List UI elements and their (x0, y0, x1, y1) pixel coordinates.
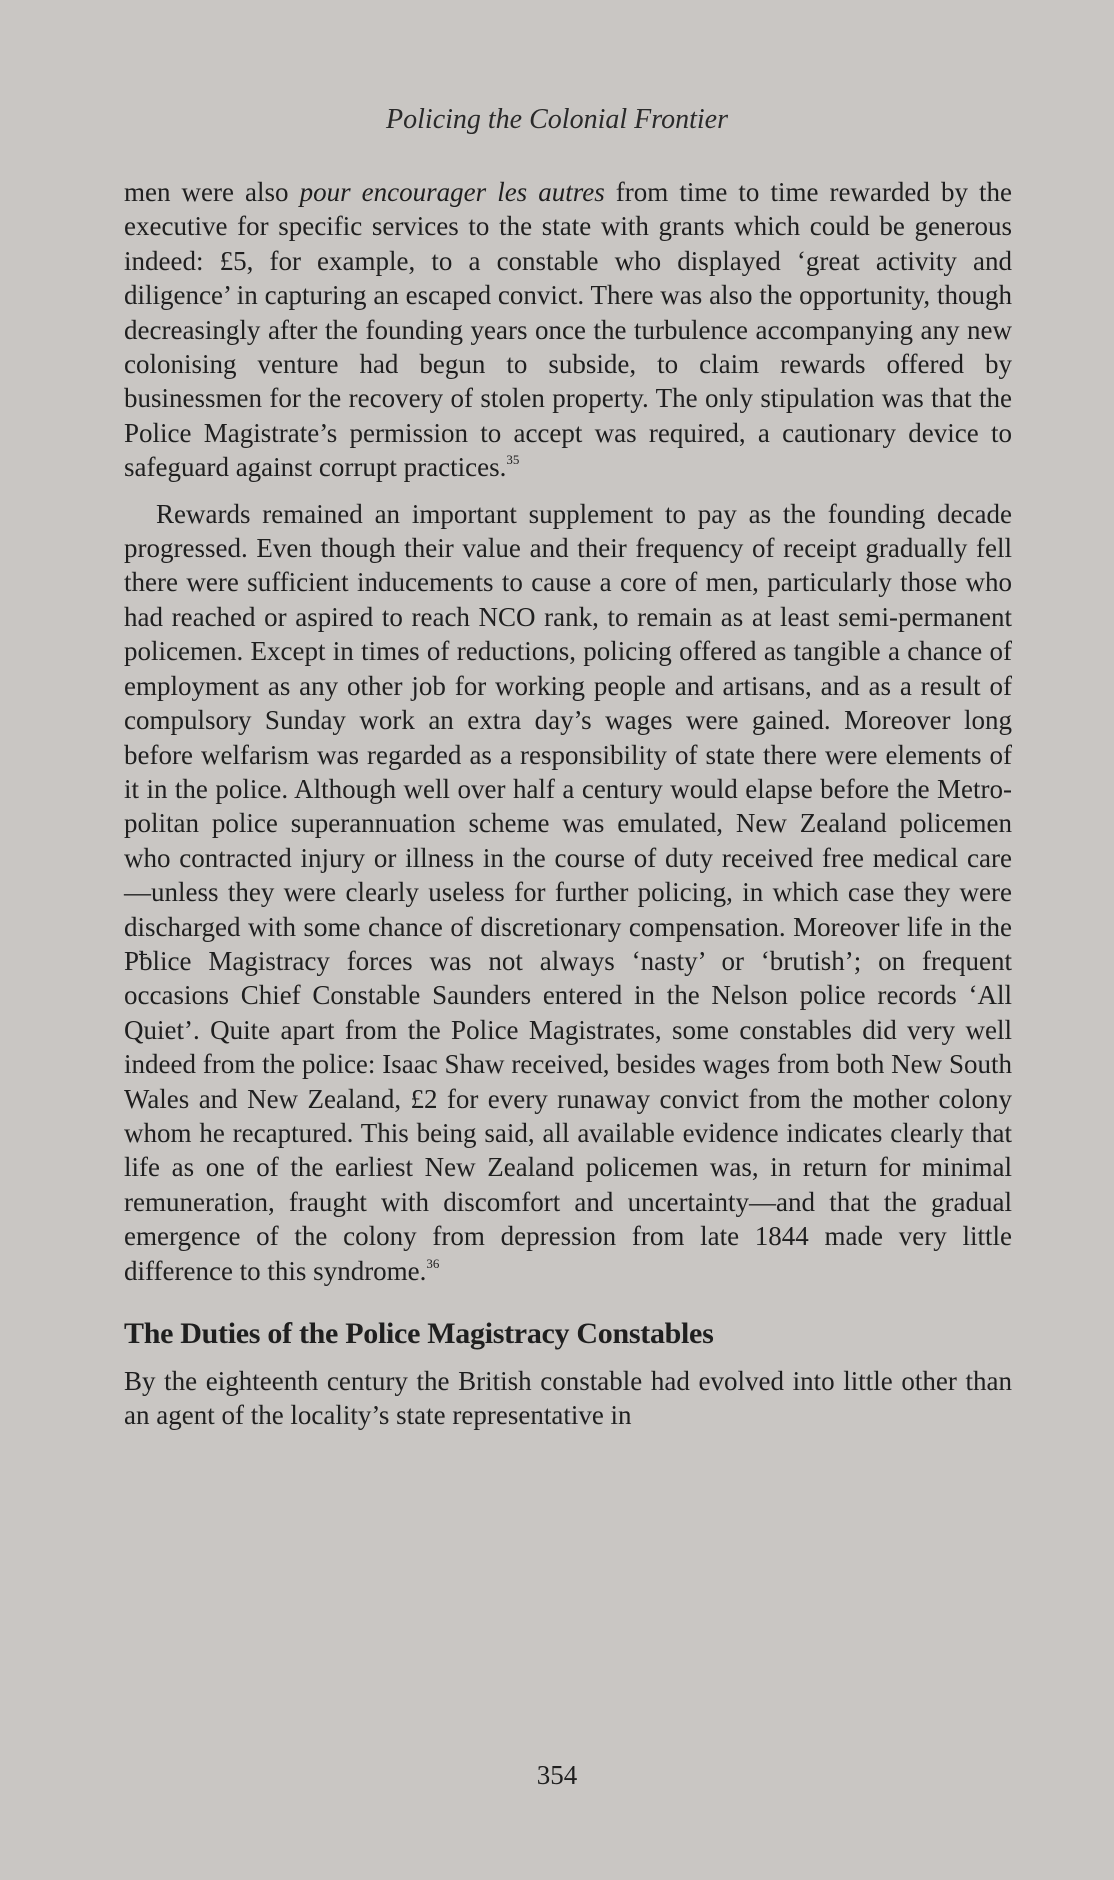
footnote-ref-35[interactable]: 35 (506, 452, 520, 468)
paragraph-3-body: By the eighteenth century the British constable had evolved into little other than an agent of the locality’s state representative in (124, 1366, 1012, 1431)
paragraph-1 (124, 175, 1012, 485)
section-heading: The Duties of the Police Magistracy Constables (124, 1317, 714, 1350)
body-text (124, 175, 1012, 1433)
running-head: Policing the Colonial Frontier (386, 104, 728, 135)
paragraph-1-body: from time to time rewarded by the executive for specific services to the state with grants which could be generous indeed: £5, for example, to a constable who displayed ‘great activity and diligence’ in capturing an escaped convict. There was also the opportunity, though decreasingly after the founding years once the turbulence accompanying any new colonising venture had begun to subside, to claim rewards offered by businessmen for the recovery of stolen property. The only stipulation was that the Police Magistrate’s permission to accept was required, a cautionary device to safeguard against corrupt practices. (124, 177, 1013, 483)
paragraph-2-body: Rewards remained an important supplement to pay as the founding decade progressed. Even though their value and their frequency of receipt gradually fell there were sufficient inducements to cause a core of men, particularly those who had reached or aspired to reach NCO rank, to remain as at least semi-permanent policemen. Except in times of reductions, policing offered as tangible a chance of employment as any other job for working people and artisans, and as a result of compulsory Sunday work an extra day’s wages were gained. Moreover long before welfarism was regarded as a responsibility of state there were elements of it in the police. Although well over half a century would elapse before the Metropolitan police superannuation scheme was emulated, New Zealand policemen who contracted injury or illness in the course of duty received free medical care—unless they were clearly useless for further policing, in which case they were discharged with some chance of discretionary compensation. Moreover life in the Pƀlice Magistracy forces was not always ‘nasty’ or ‘brutish’; on frequent occasions Chief Constable Saunders entered in the Nelson police records ‘All Quiet’. Quite apart from the Police Magistrates, some constables did very well indeed from the police: Isaac Shaw received, besides wages from both New South Wales and New Zealand, £2 for every runaway convict from the mother colony whom he recaptured. This being said, all available evidence indicates clearly that life as one of the earliest New Zealand policemen was, in return for minimal remuneration, fraught with discomfort and uncertainty—and that the gradual emergence of the colony from depression from late 1844 made very little difference to this syndrome. (124, 498, 1012, 1286)
paragraph-1-lead: men were also (124, 177, 300, 207)
paragraph-2 (124, 497, 1012, 1288)
page-number: 354 (536, 1760, 578, 1790)
footnote-ref-36[interactable]: 36 (426, 1255, 440, 1271)
paragraph-3 (124, 1364, 1012, 1433)
italic-phrase: pour encourager les autres (299, 177, 605, 207)
